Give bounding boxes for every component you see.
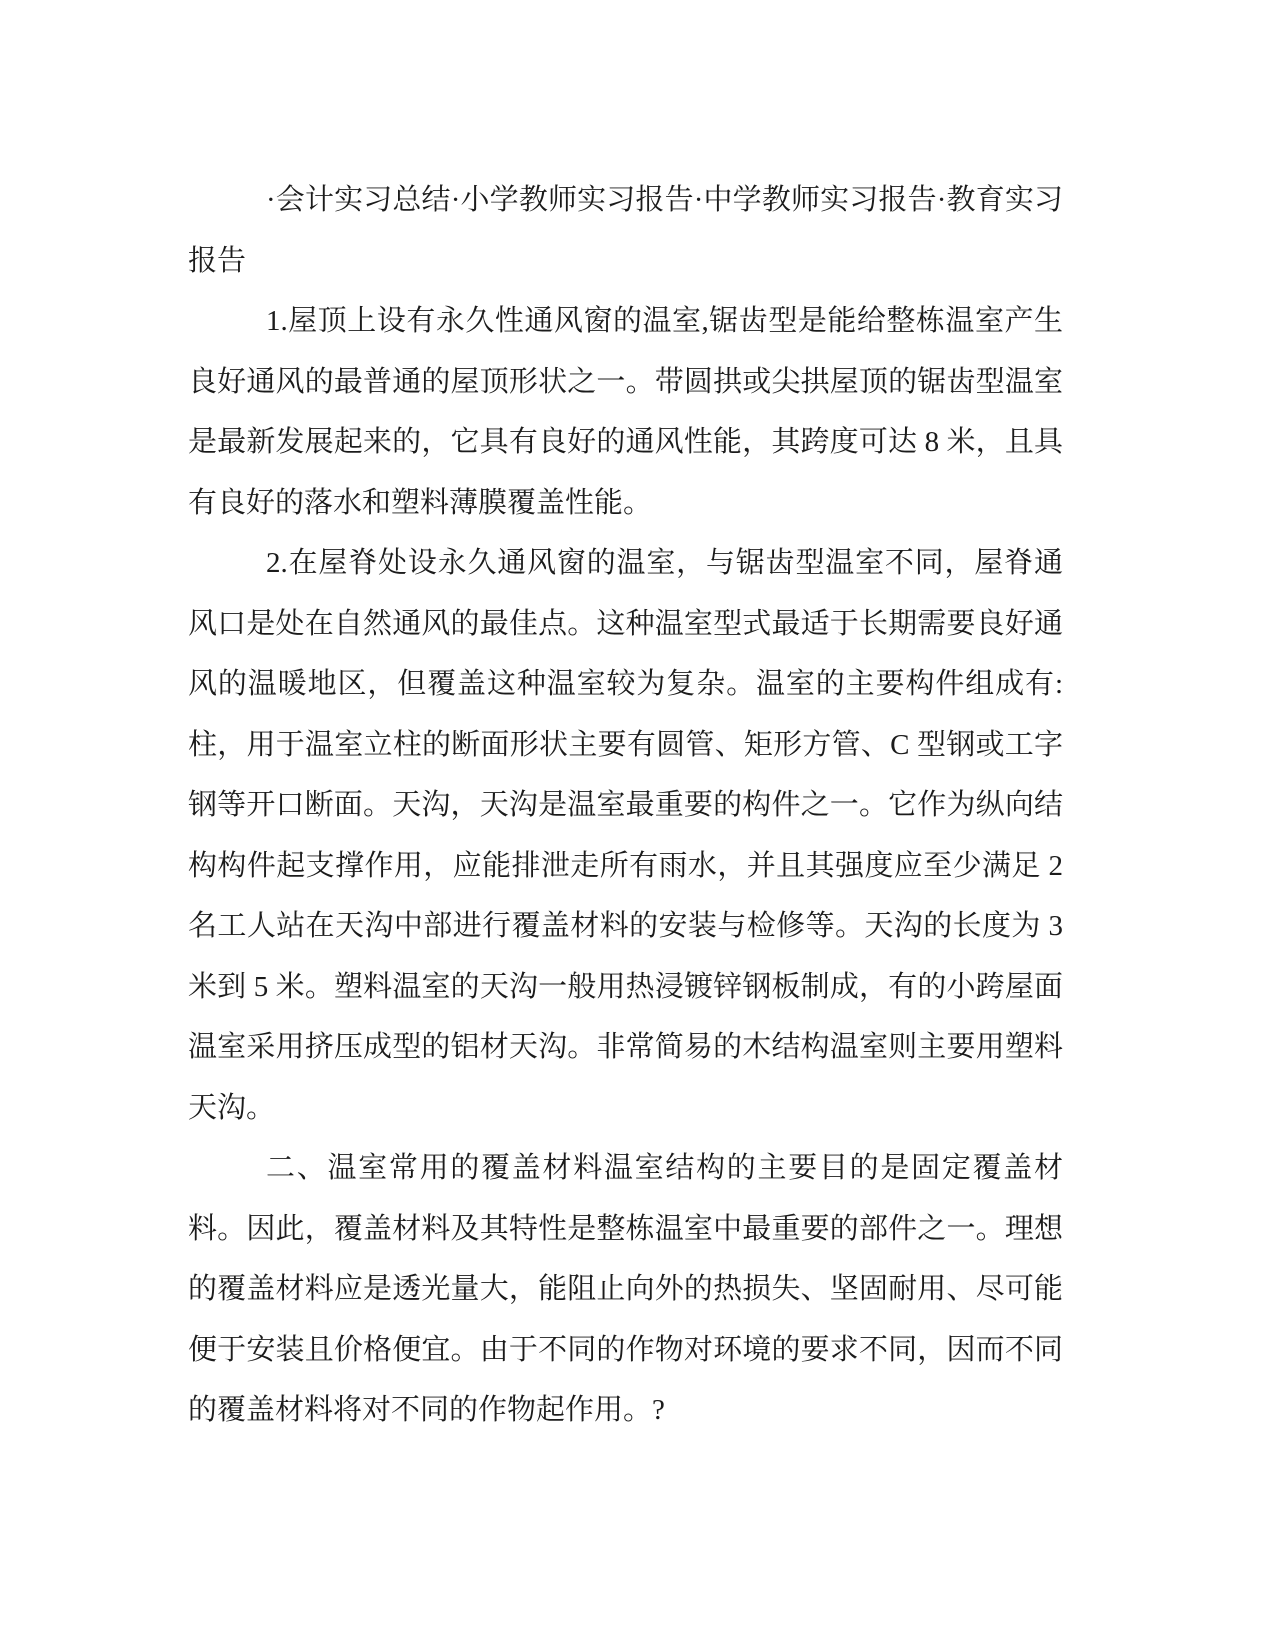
paragraph-links-line: ·会计实习总结·小学教师实习报告·中学教师实习报告·教育实习报告 xyxy=(188,184,1063,277)
paragraph-item-1: 1.屋顶上设有永久性通风窗的温室,锯齿型是能给整栋温室产生良好通风的最普通的屋顶形状之一。带圆拱或尖拱屋顶的锯齿型温室是最新发展起来的，它具有良好的通风性能，其跨度可达 8 米，且具有良好的落水和塑料薄膜覆盖性能。 xyxy=(188,305,1063,519)
paragraph-item-2: 2.在屋脊处设永久通风窗的温室，与锯齿型温室不同，屋脊通风口是处在自然通风的最佳点。这种温室型式最适于长期需要良好通风的温暖地区，但覆盖这种温室较为复杂。温室的主要构件组成有:柱，用于温室立柱的断面形状主要有圆管、矩形方管、C 型钢或工字钢等开口断面。天沟，天沟是温室最重要的构件之一。它作为纵向结构构件起支撑作用，应能排泄走所有雨水，并且其强度应至少满足 2 名工人站在天沟中部进行覆盖材料的安装与检修等。天沟的长度为 3 米到 5 米。塑料温室的天沟一般用热浸镀锌钢板制成，有的小跨屋面温室采用挤压成型的铝材天沟。非常简易的木结构温室则主要用塑料天沟。 xyxy=(188,547,1063,1124)
paragraph-section-2: 二、温室常用的覆盖材料温室结构的主要目的是固定覆盖材料。因此，覆盖材料及其特性是整栋温室中最重要的部件之一。理想的覆盖材料应是透光量大，能阻止向外的热损失、坚固耐用、尽可能便于安装且价格便宜。由于不同的作物对环境的要求不同，因而不同的覆盖材料将对不同的作物起作用。? xyxy=(188,1152,1063,1426)
document-text-block xyxy=(188,170,1063,1441)
